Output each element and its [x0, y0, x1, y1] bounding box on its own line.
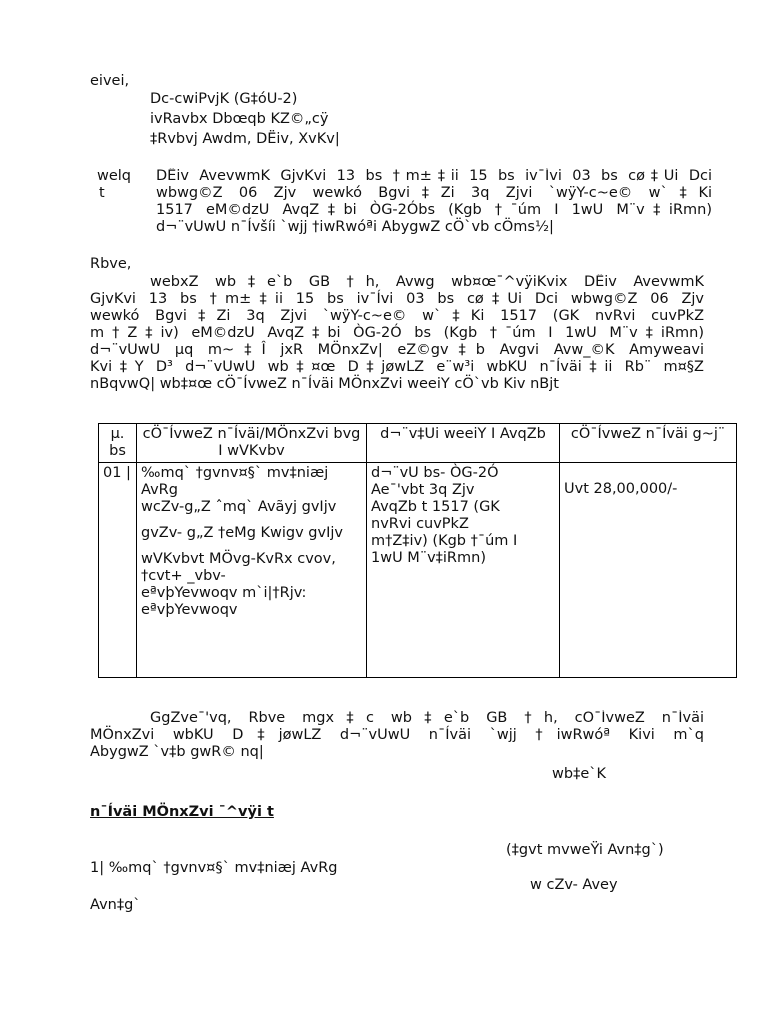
transferee-father: w cZv- Avey [530, 877, 618, 893]
col-header-value: cÖ¯ÍvweZ n¯Íväi g~j¨ [560, 424, 737, 463]
closing-line: GgZve¯'vq, Rbve mgx‡c wb‡e`b GB †h, cÖ¯ÍvweZ n¯Íväi [150, 710, 704, 726]
closing-line: AbygwZ `v‡b gwR© nq| [90, 744, 264, 760]
subject-label-bottom: t [99, 185, 105, 201]
subject-label [97, 168, 131, 202]
recipient-block [150, 91, 340, 148]
body-line: GjvKvi 13 bs †m±‡ii 15 bs iv¯Ívi 03 bs cø‡Ui Dci wbwg©Z 06 Zjv [90, 291, 704, 307]
subject-line: d¬¨vUwU n¯Ívšíi `wjj †iwRwóªi AbygwZ cÖ`vb cÖms½| [156, 219, 554, 235]
flat-detail-line: Ae¯'vbt 3q Zjv [371, 482, 475, 498]
signature-label: wb‡e`K [552, 766, 606, 782]
subject-label-top: welq [97, 168, 132, 184]
recipient-mother: gvZv- g„Z †eMg Kwigv gvIjv [141, 525, 343, 541]
body-line: nBqvwQ| wb‡¤œ cÖ¯ÍvweZ n¯Íväi MÖnxZvi weeiY cÖ`vb Kiv nBjt [90, 376, 559, 392]
transfer-table [98, 423, 737, 678]
recipient-line: Dc-cwiPvjK (G‡óU-2) [150, 91, 298, 107]
subject-line: DËiv AvevwmK GjvKvi 13 bs †m±‡ii 15 bs iv¯Ívi 03 bs cø‡Ui Dci [156, 168, 712, 184]
section-note: (‡gvt mvweŸi Avn‡g`) [506, 842, 664, 858]
recipient-address: eªvþYevwoqv m`i|†Rjv: eªvþYevwoqv [141, 585, 307, 618]
col-header-name-address: cÖ¯ÍvweZ n¯Íväi/MÖnxZvi bvg I wVKvbv [137, 424, 367, 463]
body-line: m†Z‡iv) eM©dzU AvqZ‡bi ÒG-2Ó bs (Kgb †¯úm I 1wU M¨v‡iRmn) [90, 325, 704, 341]
transferee-entry: 1| ‰mq` †gvnv¤§` mv‡niæj AvRg [90, 860, 338, 876]
cell-value: Uvt 28,00,000/- [560, 463, 737, 678]
recipient-name: ‰mq` †gvnv¤§` mv‡niæj AvRg [141, 465, 329, 498]
recipient-father: wcZv-g„Z ˆmq` Avãyj gvIjv [141, 499, 337, 515]
recipient-line: ‡Rvbvj Awdm, DËiv, XvKv| [150, 131, 340, 147]
flat-detail-line: 1wU M¨v‡iRmn) [371, 550, 486, 566]
closing-line: MÖnxZvi wbKU D‡jøwLZ d¬¨vUwU n¯Íväi `wjj †iwRwóª Kivi m`q [90, 727, 704, 743]
body-paragraph [90, 274, 704, 393]
section-heading: n¯Íväi MÖnxZvi ¯^vÿi t [90, 804, 274, 820]
table-header-row [99, 424, 737, 463]
cell-serial: 01 | [99, 463, 137, 678]
salutation: Rbve, [90, 256, 132, 272]
flat-detail-line: d¬¨vU bs- ÒG-2Ó [371, 465, 499, 481]
body-line: wewkó Bgvi‡Zi 3q Zjvi `wÿY-c~e© w`‡Ki 1517 (GK nvRvi cuvPkZ [90, 308, 704, 324]
col-header-serial: µ. bs [99, 424, 137, 463]
table-row [99, 463, 737, 678]
transferee-tail: Avn‡g` [90, 897, 141, 913]
flat-detail-line: AvqZb t 1517 (GK [371, 499, 500, 515]
body-line: webxZ wb‡e`b GB †h, Avwg wb¤œ¯^vÿiKvix DËiv AvevwmK [150, 274, 704, 290]
subject-line: wbwg©Z 06 Zjv wewkó Bgvi‡Zi 3q Zjvi `wÿY-c~e© w`‡Ki [156, 185, 712, 201]
cell-flat-details [367, 463, 560, 678]
cell-name-address [137, 463, 367, 678]
body-line: d¬¨vUwU µq m~‡Î jxR MÖnxZv| eZ©gv‡b Avgvi Avw_©K Amyweavi [90, 342, 704, 358]
recipient-line: ivRavbx Dbœqb KZ©„cÿ [150, 111, 329, 127]
col-header-flat-details: d¬¨v‡Ui weeiY I AvqZb [367, 424, 560, 463]
subject-line: 1517 eM©dzU AvqZ‡bi ÒG-2Óbs (Kgb †¯úm I 1wU M¨v‡iRmn) [156, 202, 712, 218]
closing-paragraph [90, 710, 704, 761]
subject-text [156, 168, 712, 236]
flat-detail-line: nvRvi cuvPkZ [371, 516, 469, 532]
greeting: eivei, [90, 73, 130, 89]
recipient-address: wVKvbvt MÖvg-KvRx cvov, †cvt+ _vbv- [141, 551, 336, 584]
body-line: Kvi‡Y D³ d¬¨vUwU wb‡¤œ D‡jøwLZ e¨w³i wbKU n¯Íväi‡ii Rb¨ m¤§Z [90, 359, 704, 375]
flat-detail-line: m†Z‡iv) (Kgb †¯úm I [371, 533, 518, 549]
